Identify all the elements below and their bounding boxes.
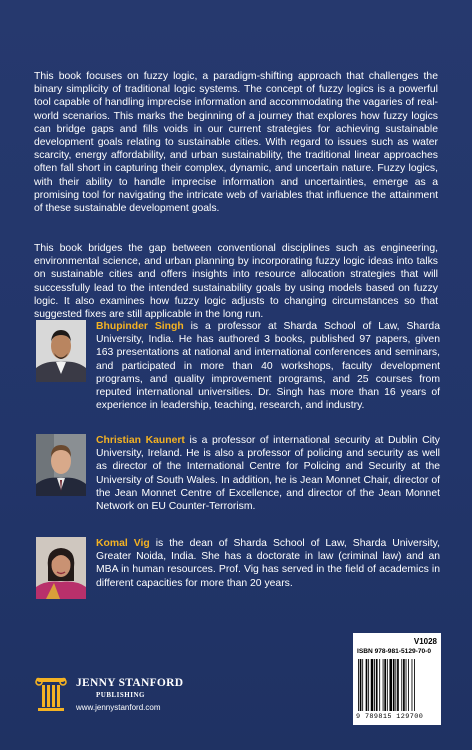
author-block-3 [36, 537, 440, 607]
author-name-2: Christian Kaunert [96, 435, 185, 446]
author-text-1: is a professor at Sharda School of Law, Sharda University, India. He has authored 3 books, published 97 papers, given 163 presentations at national and international conferences and seminars, and participated in more than 40 workshops, faculty development programs, and quality improvement programs, and 25 courses from reputed international universities. Dr. Singh has more than 16 years of experience in leadership, teaching, research, and industry. [96, 321, 440, 412]
publisher-subtitle: PUBLISHING [96, 691, 145, 699]
isbn-label: ISBN 978-981-5129-70-0 [357, 648, 432, 655]
author-block-1 [36, 320, 440, 412]
author-name-3: Komal Vig [96, 538, 150, 549]
author-text-2: is a professor of international security at Dublin City University, Ireland. He is also a professor of policing and security as well as director of the International Centre for Policing and Security at the University of South Wales. In addition, he is Jean Monnet Chair, director of the Jean Monnet Centre of Excellence, and director of the Jean Monnet Network on EU Counter-Terrorism. [96, 435, 441, 513]
author-bio-2 [96, 434, 440, 513]
author-block-2 [36, 434, 441, 513]
barcode-box [353, 633, 441, 725]
publisher-block [34, 676, 234, 716]
description-paragraph-2: This book bridges the gap between conventional disciplines such as engineering, environmental science, and urban planning by incorporating fuzzy logic ideas into talks on sustainable cities and offers insights into resource allocation strategies that will successfully lead to the intended sustainability goals by using models based on fuzzy logic. It also examines how fuzzy logic adjusts to changing circumstances so that suggested fixes are still applicable in the long run. [34, 243, 438, 321]
product-code: V1028 [413, 637, 437, 646]
barcode-digits: 9 789815 129700 [356, 713, 424, 721]
author-text-3: is the dean of Sharda School of Law, Sharda University, Greater Noida, India. She has a doctorate in law (criminal law) and an MBA in human resources. Prof. Vig has served in the field of academics in different capacities for more than 20 years. [96, 538, 440, 589]
author-bio-3 [96, 537, 440, 590]
publisher-column-logo-icon [34, 676, 68, 712]
author-name-1: Bhupinder Singh [96, 321, 184, 332]
barcode-icon [357, 659, 437, 711]
publisher-name: JENNY STANFORD [76, 677, 184, 689]
author-photo-1 [36, 320, 86, 382]
author-photo-2 [36, 434, 86, 496]
author-photo-3 [36, 537, 86, 599]
author-bio-1 [96, 320, 440, 412]
description-paragraph-1: This book focuses on fuzzy logic, a paradigm-shifting approach that challenges the binary simplicity of traditional logic systems. The concept of fuzzy logics is a powerful tool capable of handling imprecise information and accommodating the vagaries of real-world scenarios. This marks the beginning of a journey that explores how fuzzy logics can bridge gaps and fills voids in our current strategies for achieving sustainable development goals relating to sustainable cities. With regard to issues such as water scarcity, energy affordability, and urban sustainability, the traditional linear approaches often fall short in capturing their complex, dynamic, and uncertain nature. Fuzzy logics, with their ability to handle imprecise information and uncertainties, emerge as a promising tool for navigating the intricate web of variables that influence the attainment of these sustainable development goals. [34, 71, 438, 215]
publisher-url[interactable]: www.jennystanford.com [76, 703, 161, 712]
